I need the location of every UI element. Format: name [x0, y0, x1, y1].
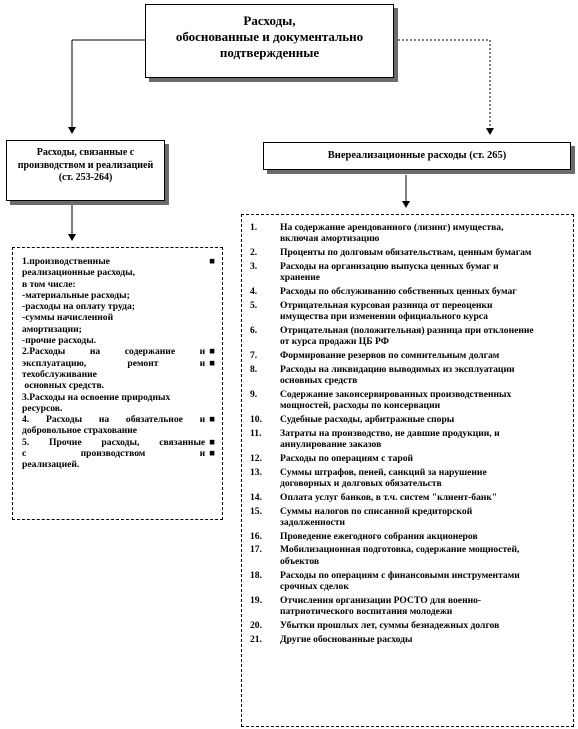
list-line: 3.Расходы на освоение природных — [22, 391, 171, 403]
item-text-line: Проценты по долговым обязательствам, ценным бумагам — [280, 247, 532, 259]
item-text-line: мощностей, расходы по консервации — [280, 400, 441, 412]
list-item — [250, 325, 567, 348]
item-number: 13. — [250, 466, 262, 478]
item-number: 15. — [250, 505, 262, 517]
list-item — [250, 544, 567, 567]
item-number: 4. — [250, 285, 258, 297]
item-text-line: имущества при изменении официального курса — [280, 311, 488, 323]
list-item — [250, 595, 567, 618]
list-line: -расходы на оплату труда; — [22, 301, 135, 313]
production-expenses-node — [6, 140, 165, 201]
item-number: 6. — [250, 324, 258, 336]
list-item — [250, 492, 567, 503]
item-number: 1. — [250, 222, 258, 233]
item-number: 7. — [250, 349, 258, 361]
list-line: 1.производственные ■ — [22, 256, 215, 267]
list-line: реализационные расходы, — [22, 267, 136, 279]
list-item — [250, 634, 567, 645]
list-line: -материальные расходы; — [22, 289, 130, 301]
list-item — [250, 467, 567, 490]
list-item — [250, 286, 567, 297]
list-line: добровольное страхование — [22, 425, 138, 437]
item-text — [280, 300, 567, 323]
list-line: в том числе: — [22, 278, 76, 290]
item-text — [280, 389, 567, 412]
list-line: 2.Расходы на содержание и ■ — [22, 346, 215, 358]
item-text-line: Расходы по операциям с тарой — [280, 452, 414, 464]
list-line: реализацией. — [22, 459, 80, 471]
item-text-line: хранение — [280, 272, 321, 284]
item-text-line: Расходы по обслуживанию собственных ценных бумаг — [280, 285, 517, 297]
item-number: 3. — [250, 260, 258, 272]
list-item — [250, 620, 567, 631]
non-operating-expenses-list — [241, 214, 574, 727]
arrow-root-to-left — [72, 40, 145, 133]
item-number: 11. — [250, 427, 262, 439]
list-line: техобслуживание — [22, 368, 97, 380]
bullet-icon: ■ — [209, 357, 215, 369]
item-text-line: срочных сделок — [280, 580, 349, 592]
item-text-line: Затраты на производство, не давшие продукции, и — [280, 427, 500, 439]
list-item — [250, 453, 567, 464]
item-text — [280, 286, 567, 297]
item-text-line: Отрицательная (положительная) разница при отклонение — [280, 324, 534, 336]
list-item — [250, 247, 567, 258]
item-text — [280, 247, 567, 258]
list-line: ресурсов. — [22, 402, 63, 414]
item-text — [280, 544, 567, 567]
item-text — [280, 428, 567, 451]
bullet-icon: ■ — [209, 414, 215, 426]
item-text-line: от курса продажи ЦБ РФ — [280, 336, 389, 348]
non-operating-expenses-node — [263, 142, 571, 170]
list-line: основных средств. — [22, 380, 105, 392]
item-text-line: Суммы налогов по списанной кредиторской — [280, 505, 473, 517]
item-text-line: Содержание законсервированных производственных — [280, 388, 512, 400]
list-line: -суммы начисленной — [22, 312, 114, 324]
item-text-line: Убытки прошлых лет, суммы безнадежных долгов — [280, 619, 500, 631]
list-line: эксплуатацию, ремонт и ■ — [22, 357, 215, 369]
list-item — [250, 531, 567, 542]
root-title-line: Расходы, — [243, 13, 296, 28]
item-text — [280, 364, 567, 387]
item-number: 10. — [250, 413, 262, 425]
item-text — [280, 261, 567, 284]
bullet-icon: ■ — [209, 436, 215, 448]
list-item — [250, 570, 567, 593]
item-text-line: объектов — [280, 555, 320, 567]
list-item — [250, 300, 567, 323]
item-text — [280, 531, 567, 542]
bullet-icon: ■ — [209, 448, 215, 460]
list-item — [250, 364, 567, 387]
item-number: 21. — [250, 633, 262, 645]
item-number: 19. — [250, 594, 262, 606]
production-expenses-list — [12, 247, 223, 520]
bullet-icon: ■ — [209, 346, 215, 358]
item-text — [280, 222, 567, 245]
item-text — [280, 570, 567, 593]
item-text-line: Судебные расходы, арбитражные споры — [280, 413, 455, 425]
item-text-line: Расходы по операциям с финансовыми инструментами — [280, 569, 520, 581]
root-title-line: обоснованные и документально — [175, 29, 364, 44]
item-text-line: Оплата услуг банков, в т.ч. систем "клиент-банк" — [280, 491, 498, 503]
item-text-line: Другие обоснованные расходы — [280, 633, 413, 645]
item-text-line: аннулирование заказов — [280, 439, 382, 451]
item-text — [280, 467, 567, 490]
bullet-icon: ■ — [209, 256, 215, 267]
list-item — [250, 389, 567, 412]
item-text — [280, 414, 567, 425]
item-number: 17. — [250, 544, 262, 556]
item-text — [280, 492, 567, 503]
item-text — [280, 453, 567, 464]
item-text-line: основных средств — [280, 375, 358, 387]
non-operating-title: Внереализационные расходы (ст. 265) — [327, 150, 507, 161]
item-text-line: включая амортизацию — [280, 233, 380, 245]
item-number: 14. — [250, 491, 262, 503]
production-title-line: производством и реализацией — [17, 159, 154, 171]
item-number: 20. — [250, 619, 262, 631]
item-text-line: Отчисления организации РОСТО для военно- — [280, 594, 482, 606]
root-node — [145, 4, 394, 78]
list-line: 4. Расходы на обязательное и ■ — [22, 414, 215, 426]
item-number: 8. — [250, 363, 258, 375]
item-text-line: Отрицательная курсовая разница от переоценки — [280, 299, 493, 311]
item-text-line: Мобилизационная подготовка, содержание мощностей, — [280, 544, 520, 556]
item-text — [280, 350, 567, 361]
production-title-line: (ст. 253-264) — [58, 172, 113, 183]
item-number: 16. — [250, 530, 262, 542]
item-number: 9. — [250, 388, 258, 400]
list-line: амортизации; — [22, 323, 82, 335]
list-line: 5. Прочие расходы, связанные ■ — [22, 436, 215, 448]
item-number: 5. — [250, 299, 258, 311]
item-text — [280, 325, 567, 348]
production-title-line: Расходы, связанные с — [36, 147, 135, 158]
item-text — [280, 595, 567, 618]
item-text-line: Расходы на ликвидацию выводимых из эксплуатации — [280, 363, 515, 375]
list-item — [250, 506, 567, 529]
item-number: 18. — [250, 569, 262, 581]
item-text — [280, 634, 567, 645]
arrow-root-to-right — [394, 40, 490, 134]
item-text — [280, 620, 567, 631]
item-text — [280, 506, 567, 529]
item-text-line: Расходы на организацию выпуска ценных бумаг и — [280, 260, 499, 272]
list-item — [250, 428, 567, 451]
list-line: -прочие расходы. — [22, 335, 97, 347]
list-line: с производством и ■ — [22, 448, 215, 460]
non-operating-items — [250, 222, 567, 645]
item-number: 2. — [250, 247, 258, 259]
root-title-line: подтвержденные — [219, 45, 320, 60]
item-text-line: патриотического воспитания молодежи — [280, 605, 453, 617]
item-text-line: Формирование резервов по сомнительным долгам — [280, 349, 500, 361]
item-text-line: договорных и долговых обязательств — [280, 477, 442, 489]
list-item — [250, 414, 567, 425]
item-text-line: Суммы штрафов, пеней, санкций за нарушение — [280, 466, 487, 478]
item-number: 12. — [250, 452, 262, 464]
list-item — [250, 261, 567, 284]
item-text-line: На содержание арендованного (лизинг) имущества, — [280, 222, 504, 233]
list-item — [250, 350, 567, 361]
list-item — [250, 222, 567, 245]
item-text-line: Проведение ежегодного собрания акционеров — [280, 530, 478, 542]
item-text-line: задолженности — [280, 516, 345, 528]
